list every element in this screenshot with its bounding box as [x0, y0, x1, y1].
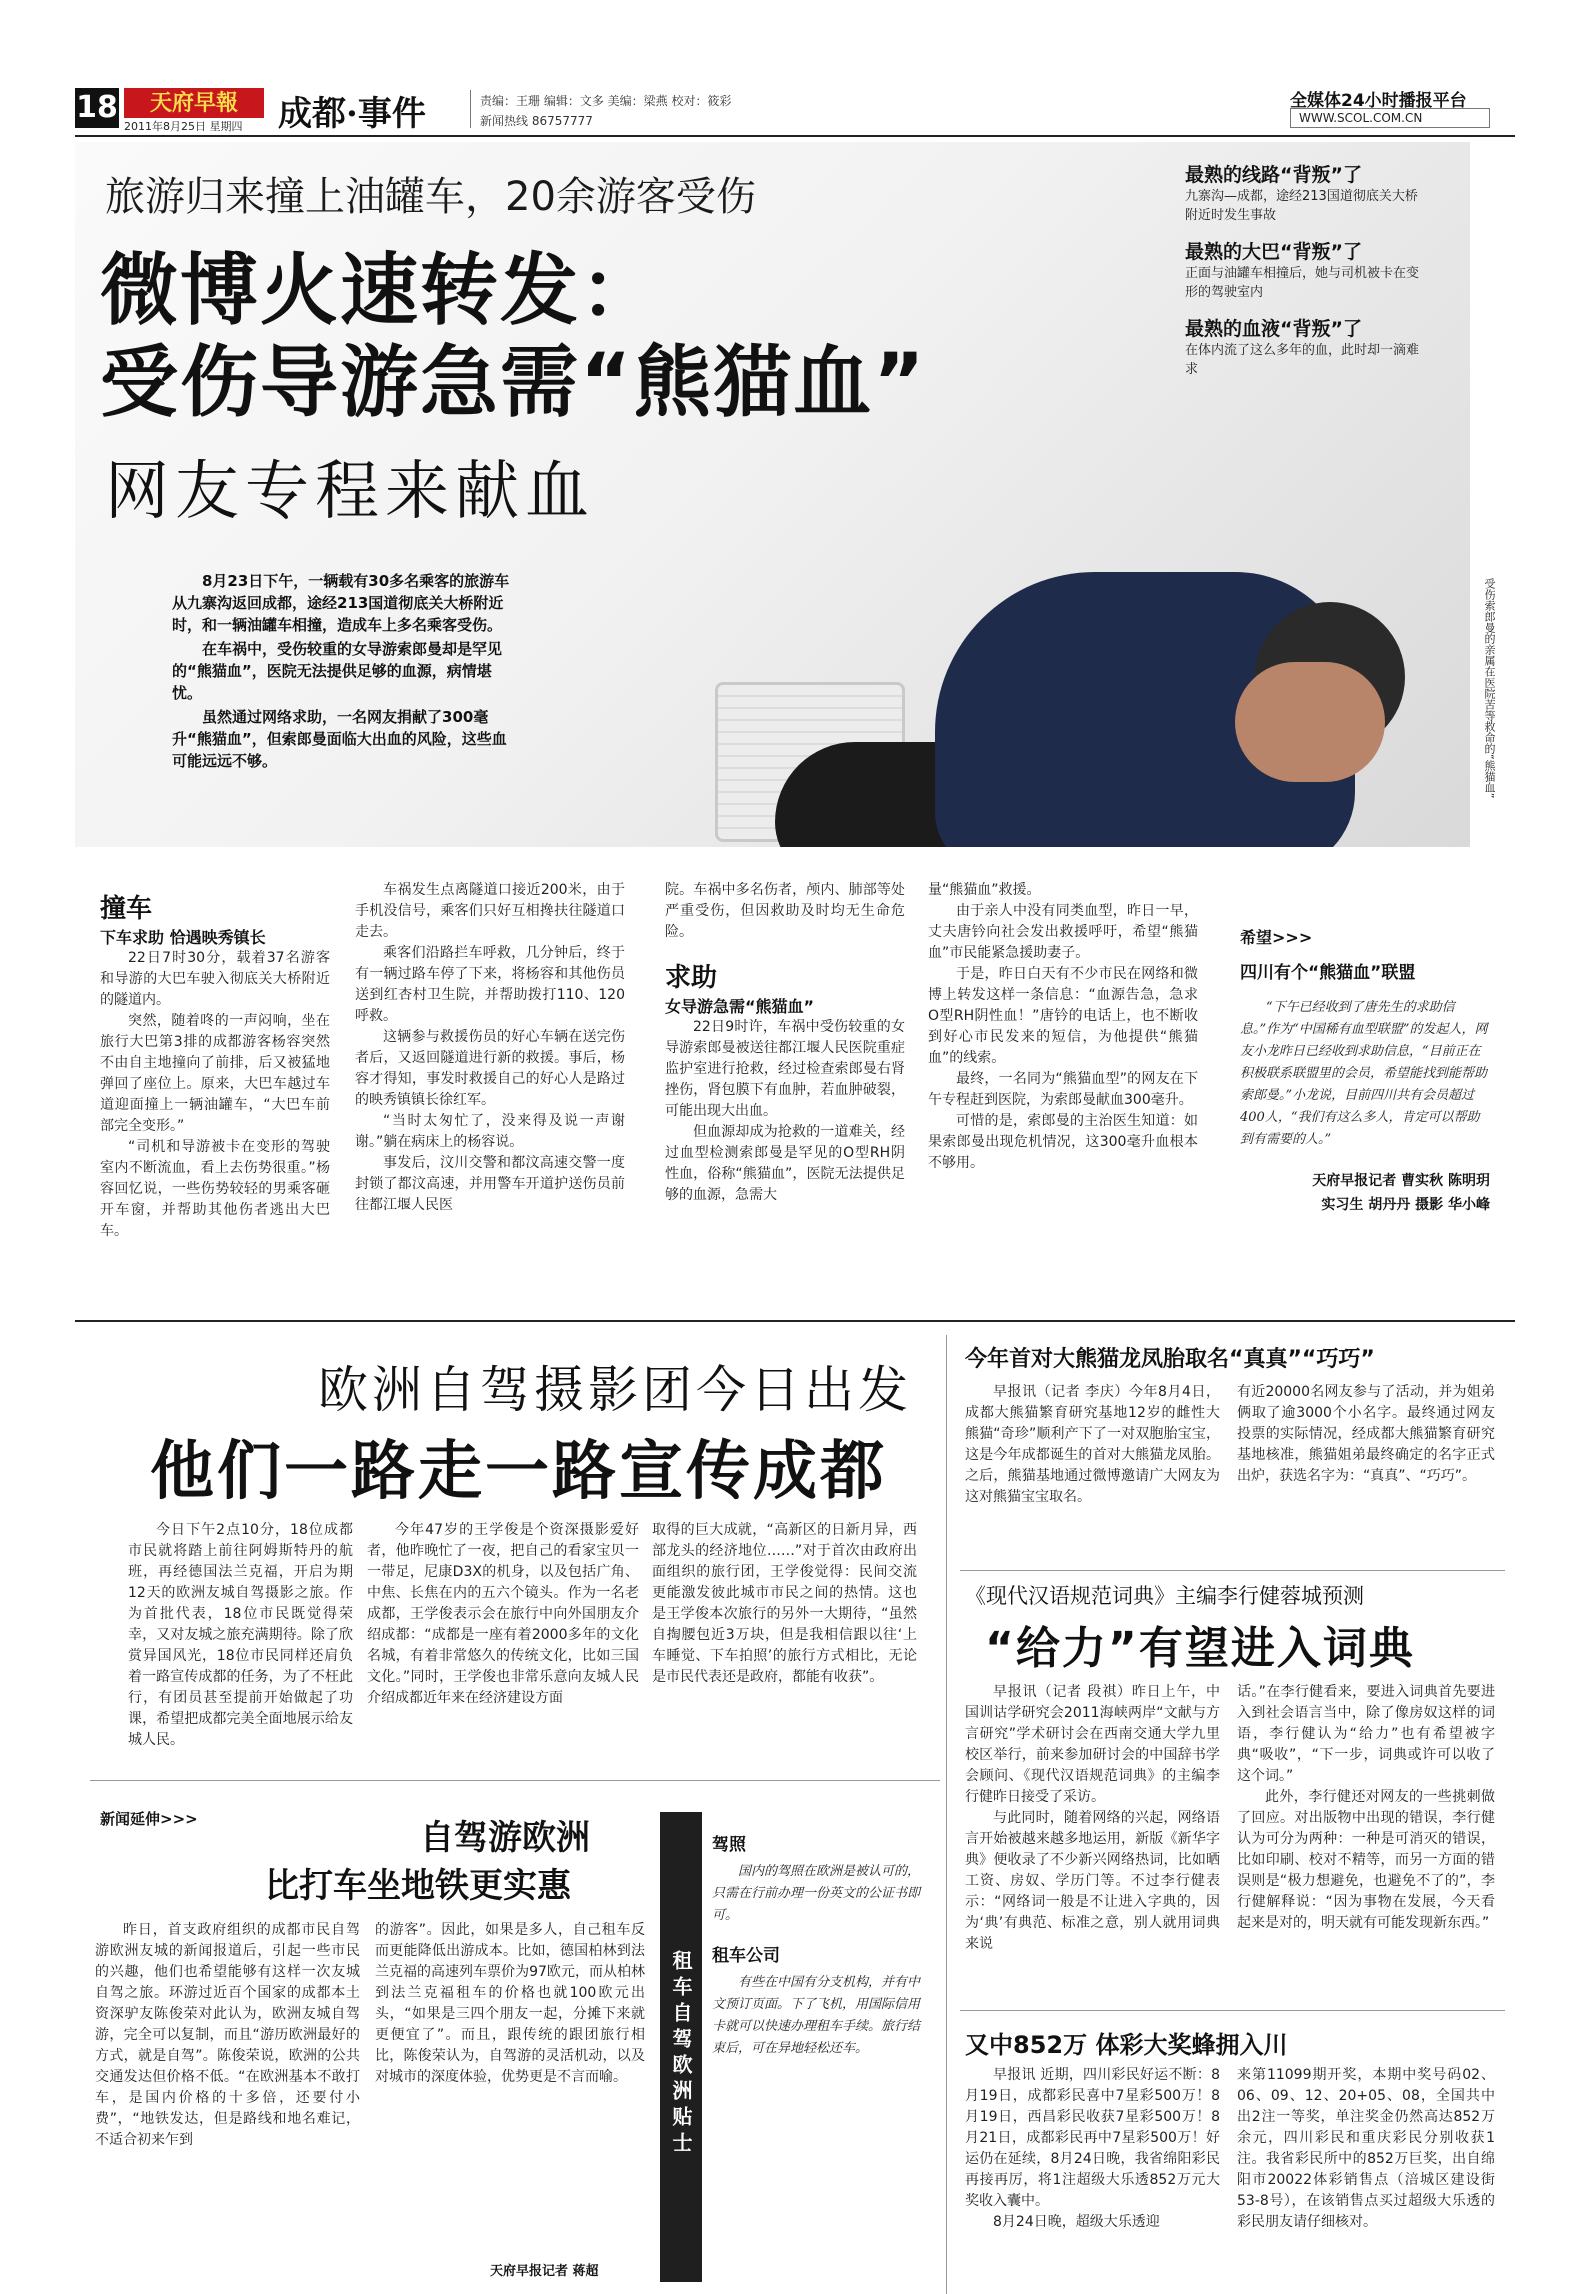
- tips-sidebar-title: 租车自驾欧洲贴士: [660, 1812, 702, 2282]
- lottery-column-1: [965, 2065, 1220, 2233]
- hero-subheadline: 网友专程来献血: [105, 455, 595, 529]
- hope-column: [1240, 925, 1490, 1217]
- paragraph: 由于亲人中没有同类血型，昨日一早，丈夫唐钤向社会发出救援呼吁，希望“熊猫血”市民能紧急援助妻子。: [928, 903, 1198, 961]
- story-rule: [90, 1780, 940, 1781]
- paragraph: 于是，昨日白天有不少市民在网络和微博上转发这样一条信息：“血源告急，急求O型RH阴性血！”唐钤的电话上，也不断收到好心市民发来的短信，为他提供“熊猫血”的线索。: [928, 966, 1198, 1066]
- paragraph: 今日下午2点10分，18位成都市民就将踏上前往阿姆斯特丹的航班，再经德国法兰克福，开启为期12天的欧洲友城自驾摄影之旅。作为首批代表，18位市民既觉得荣幸，又对友城之旅充满期待。除了欣赏异国风光，18位市民同样还肩负着一路宣传成都的任务，为了不枉此行，有团员甚至提前开始做起了功课，希望把成都完美全面地展示给友城人民。: [128, 1522, 353, 1748]
- hope-subhead: 四川有个“熊猫血”联盟: [1240, 963, 1416, 983]
- lede-paragraph: 8月23日下午，一辆载有30多名乘客的旅游车从九寨沟返回成都，途经213国道彻底关大桥附近时，和一辆油罐车相撞，造成车上多名乘客受伤。: [172, 572, 510, 634]
- story-rule: [960, 1570, 1505, 1571]
- paragraph: 与此同时，随着网络的兴起，网络语言开始被越来越多地运用，新版《新华字典》便收录了不少新兴网络热词，比如晒工资、房奴、学历门等。不过李行健表示：“网络词一般是不让进入字典的，因为‘典’有典范、标准之意，别人就用词典来说: [965, 1810, 1220, 1952]
- hero-kicker: 旅游归来撞上油罐车，20余游客受伤: [105, 174, 756, 220]
- header-rule: [75, 135, 1515, 137]
- paragraph: 今年47岁的王学俊是个资深摄影爱好者，他昨晚忙了一夜，把自己的看家宝贝一一带足，尼康D3X的机身，以及包括广角、中焦、长焦在内的五六个镜头。作为一名老成都，王学俊表示会在旅行中向外国朋友介绍成都：“成都是一座有着2000多年的文化名城，有着非常悠久的传统文化，比如三国文化。”同时，王学俊也非常乐意向友城人民介绍成都近年来在经济建设方面: [367, 1522, 639, 1706]
- paragraph: 来第11099期开奖，本期中奖号码02、06、09、12、20+05、08，全国共中出2注一等奖，单注奖金仍然高达852万余元，四川彩民和重庆彩民分别收获1注。我省彩民所中的852万巨奖，出自绵阳市20022体彩销售点（涪城区建设街53-8号），在该销售点买过超级大乐透的彩民朋友请仔细核对。: [1237, 2067, 1495, 2230]
- rescue-subhead: 女导游急需“熊猫血”: [665, 997, 815, 1016]
- paragraph: 22日7时30分，载着37名游客和导游的大巴车驶入彻底关大桥附近的隧道内。: [100, 950, 330, 1008]
- paragraph: 最终，一名同为“熊猫血型”的网友在下午专程赶到医院，为索郎曼献血300毫升。: [928, 1071, 1198, 1108]
- extension-column-1: [95, 1920, 360, 2151]
- side-note: [1185, 237, 1425, 302]
- paragraph: “下午已经收到了唐先生的求助信息。”作为“中国稀有血型联盟”的发起人，网友小龙昨日已经收到求助信息，“目前正在积极联系联盟里的会员，希望能找到能帮助索郎曼。”小龙说，目前四川共有会员超过400人，“我们有这么多人，肯定可以帮助到有需要的人。”: [1240, 1000, 1488, 1147]
- paragraph: 量“熊猫血”救援。: [928, 882, 1041, 898]
- header-divider: [470, 90, 471, 128]
- rescue-column: [665, 880, 905, 1206]
- hero-lede: [172, 570, 512, 774]
- panda-column-1: [965, 1382, 1220, 1508]
- tip-title: 租车公司: [712, 1946, 780, 1966]
- photo-person-arm: [1235, 662, 1385, 782]
- lottery-column-2: [1237, 2065, 1495, 2233]
- paragraph: 话。”在李行健看来，要进入词典首先要进入到社会语言当中，除了像房奴这样的词语，李行健认为“给力”也有希望被字典“吸收”，“下一步，词典或许可以收了这个词。”: [1237, 1684, 1495, 1784]
- column-divider: [946, 1335, 947, 2294]
- paragraph: 昨日，首支政府组织的成都市民自驾游欧洲友城的新闻报道后，引起一些市民的兴趣，他们也希望能够有这样一次友城自驾之旅。环游过近百个国家的成都本土资深驴友陈俊荣对此认为，欧洲友城自驾游，完全可以复制，而且“游历欧洲最好的方式，就是自驾”。陈俊荣说，欧洲的公共交通发达但价格不低。“在欧洲基本不敢打车，是国内价格的十多倍，还要付小费”，“地铁发达，但是路线和地名难记，不适合初来乍到: [95, 1922, 360, 2148]
- crash-section-label: 撞车: [100, 894, 153, 924]
- extension-headline-line1: 自驾游欧洲: [420, 1818, 590, 1858]
- paragraph: 突然，随着咚的一声闷响，坐在旅行大巴第3排的成都游客杨容突然不由自主地撞向了前排，后又被猛地弹回了座位上。原来，大巴车越过车道迎面撞上一辆油罐车，“大巴车前部完全变形。”: [100, 1013, 330, 1134]
- masthead-logo: 天府早報: [124, 88, 264, 118]
- side-note-title: 最熟的大巴“背叛”了: [1185, 241, 1362, 263]
- paragraph: 早报讯 近期，四川彩民好运不断：8月19日，成都彩民喜中7星彩500万！8月19日，西昌彩民收获7星彩500万！8月21日，成都彩民再中7星彩500万！好运仍在延续，8月24日晚，我省绵阳彩民再接再厉，将1注超级大乐透852万元大奖收入囊中。: [965, 2067, 1220, 2209]
- hope-label: 希望>>>: [1240, 928, 1313, 947]
- section-rule: [75, 1320, 1515, 1322]
- paragraph: 国内的驾照在欧洲是被认可的，只需在行前办理一份英文的公证书即可。: [712, 1864, 921, 1923]
- paragraph: 乘客们沿路拦车呼救，几分钟后，终于有一辆过路车停了下来，将杨容和其他伤员送到红杏村卫生院，并帮助拨打110、120呼救。: [355, 945, 625, 1024]
- paragraph: “司机和导游被卡在变形的驾驶室内不断流血，看上去伤势很重。”杨容回忆说，一些伤势较轻的男乘客砸开车窗，并帮助其他伤者逃出大巴车。: [100, 1139, 330, 1239]
- side-note: [1185, 314, 1425, 379]
- side-note: [1185, 160, 1425, 225]
- lede-paragraph: 虽然通过网络求助，一名网友捐献了300毫升“熊猫血”，但索郎曼面临大出血的风险，这些血可能远远不够。: [172, 708, 507, 770]
- paragraph: 取得的巨大成就，“高新区的日新月异，西部龙头的经济地位……”对于首次由政府出面组织的旅行团，王学俊觉得：民间交流更能激发彼此城市市民之间的热情。这也是王学俊本次旅行的另外一大期待，“虽然自掏腰包近3万块，但是我相信跟以往‘上车睡觉、下车拍照’的旅行方式相比，无论是市民代表还是政府，都能有收获”。: [652, 1522, 917, 1685]
- extension-label: 新闻延伸>>>: [100, 1810, 198, 1828]
- dictionary-column-2: [1237, 1682, 1495, 1934]
- europe-column-3: [652, 1520, 917, 1688]
- paragraph: 这辆参与救援伤员的好心车辆在送完伤者后，又返回隧道进行新的救援。事后，杨容才得知，事发时救援自己的好心人是路过的映秀镇镇长徐红军。: [355, 1029, 625, 1108]
- crash-body: [100, 948, 330, 1242]
- side-note-text: 正面与油罐车相撞后，她与司机被卡在变形的驾驶室内: [1185, 266, 1420, 300]
- platform-slogan: 全媒体24小时播报平台: [1290, 91, 1467, 111]
- crash-column-2: [355, 880, 625, 1216]
- paragraph: 可惜的是，索郎曼的主治医生知道：如果索郎曼出现危机情况，这300毫升血根本不够用。: [928, 1113, 1198, 1171]
- dictionary-kicker: 《现代汉语规范词典》主编李行健蓉城预测: [965, 1584, 1364, 1608]
- europe-headline: 他们一路走一路宣传成都: [150, 1435, 887, 1509]
- paragraph: 早报讯（记者 段祺）昨日上午，中国训诂学研究会2011海峡两岸“文献与方言研究”学术研讨会在西南交通大学九里校区举行，前来参加研讨会的中国辞书学会顾问、《现代汉语规范词典》的主编李行健昨日接受了采访。: [965, 1684, 1220, 1805]
- hero-side-notes: [1185, 160, 1425, 391]
- paragraph: 事发后，汶川交警和都汶高速交警一度封锁了都汶高速，并用警车开道护送伤员前往都江堰人民医: [355, 1155, 625, 1213]
- paragraph: 车祸发生点离隧道口接近200米，由于手机没信号，乘客们只好互相搀扶往隧道口走去。: [355, 882, 625, 940]
- rental-tips: [712, 1830, 922, 2074]
- extension-column-2: [375, 1920, 645, 2088]
- rescue-section-label: 求助: [665, 963, 718, 993]
- byline-line: 天府早报记者 曹实秋 陈明玥: [1312, 1173, 1490, 1189]
- side-note-text: 九寨沟—成都，途经213国道彻底关大桥附近时发生事故: [1185, 189, 1418, 223]
- crash-column-1: [100, 888, 330, 1242]
- hero-headline-line1: 微博火速转发：: [100, 246, 661, 336]
- rescue-body: [665, 1017, 905, 1206]
- page-number: 18: [75, 88, 119, 128]
- paragraph: 的游客”。因此，如果是多人，自己租车反而更能降低出游成本。比如，德国柏林到法兰克福的高速列车票价为97欧元，而从柏林到法兰克福租车的价格也就100欧元出头，“如果是三四个朋友一起，分摊下来就更便宜了”。而且，跟传统的跟团旅行相比，陈俊荣认为，自驾游的灵活机动，以及对城市的深度体验，优势更是不言而喻。: [375, 1922, 645, 2085]
- hero-headline-line2: 受伤导游急需“熊猫血”: [100, 338, 927, 428]
- photo-caption: 受伤索郎曼的亲属在医院苦等救命的“熊猫血”: [1483, 578, 1496, 799]
- europe-column-1: [128, 1520, 353, 1751]
- section-title: 成都·事件: [278, 94, 426, 134]
- news-hotline: 新闻热线 86757777: [480, 114, 593, 128]
- dictionary-column-1: [965, 1682, 1220, 1955]
- paragraph: 但血源却成为抢救的一道难关，经过血型检测索郎曼是罕见的O型RH阴性血，俗称“熊猫血”，医院无法提供足够的血源，急需大: [665, 1124, 905, 1203]
- side-note-text: 在体内流了这么多年的血，此时却一滴难求: [1185, 343, 1420, 377]
- paragraph: 有些在中国有分支机构，并有中文预订页面。下了飞机，用国际信用卡就可以快速办理租车手续。旅行结束后，可在异地轻松还车。: [712, 1975, 921, 2056]
- site-url[interactable]: WWW.SCOL.COM.CN: [1290, 108, 1490, 128]
- dictionary-headline: “给力”有望进入词典: [985, 1623, 1415, 1674]
- lottery-headline: 又中852万 体彩大奖蜂拥入川: [965, 2031, 1288, 2059]
- europe-column-2: [367, 1520, 639, 1709]
- tip-title: 驾照: [712, 1835, 746, 1855]
- paragraph: 院。车祸中多名伤者，颅内、肺部等处严重受伤，但因救助及时均无生命危险。: [665, 882, 905, 940]
- paragraph: 有近20000名网友参与了活动，并为姐弟俩取了逾3000个小名字。最终通过网友投票的实际情况，经成都大熊猫繁育研究基地核准，熊猫姐弟最终确定的名字正式出炉，获选名字为：“真真”、“巧巧”。: [1237, 1384, 1495, 1484]
- paragraph: 22日9时许，车祸中受伤较重的女导游索郎曼被送往都江堰人民医院重症监护室进行抢救，经过检查索郎曼右肾挫伤，肾包膜下有血肿，若血肿破裂，可能出现大出血。: [665, 1019, 905, 1119]
- rescue-column-2: [928, 880, 1198, 1174]
- rescue-intro: [665, 880, 905, 943]
- hope-body: [1240, 997, 1490, 1151]
- paragraph: 8月24日晚，超级大乐透迎: [993, 2214, 1160, 2230]
- lede-paragraph: 在车祸中，受伤较重的女导游索郎曼却是罕见的“熊猫血”，医院无法提供足够的血源，病情堪忧。: [172, 640, 503, 702]
- tip-text: [712, 1972, 922, 2060]
- paragraph: 早报讯（记者 李庆）今年8月4日，成都大熊猫繁育研究基地12岁的雌性大熊猫“奇珍”顺利产下了一对双胞胎宝宝，这是今年成都诞生的首对大熊猫龙凤胎。之后，熊猫基地通过微博邀请广大网友为这对熊猫宝宝取名。: [965, 1384, 1220, 1505]
- byline-line: 实习生 胡丹丹 摄影 华小峰: [1321, 1197, 1490, 1213]
- paragraph: 此外，李行健还对网友的一些挑刺做了回应。对出版物中出现的错误，李行健认为可分为两种：一种是可消灭的错误，比如印刷、校对不精等，而另一方面的错误则是“极力想避免，也避免不了的”，李行健解释说：“因为事物在发展，今天看起来是对的，明天就有可能发现新东西。”: [1237, 1789, 1495, 1931]
- extension-byline: 天府早报记者 蒋超: [490, 2264, 599, 2279]
- tip-text: [712, 1861, 922, 1927]
- crash-subhead: 下车求助 恰遇映秀镇长: [100, 928, 266, 947]
- issue-date: 2011年8月25日 星期四: [124, 120, 243, 133]
- side-note-title: 最熟的血液“背叛”了: [1185, 318, 1362, 340]
- panda-column-2: [1237, 1382, 1495, 1487]
- panda-headline: 今年首对大熊猫龙凤胎取名“真真”“巧巧”: [965, 1347, 1375, 1372]
- story-rule: [960, 2010, 1505, 2011]
- extension-headline-line2: 比打车坐地铁更实惠: [265, 1866, 571, 1906]
- side-note-title: 最熟的线路“背叛”了: [1185, 164, 1362, 186]
- paragraph: “当时太匆忙了，没来得及说一声谢谢。”躺在病床上的杨容说。: [355, 1113, 625, 1150]
- europe-kicker: 欧洲自驾摄影团今日出发: [318, 1361, 912, 1419]
- byline: [1240, 1169, 1490, 1217]
- editor-credits: 责编：王珊 编辑：文多 美编：梁燕 校对：筱彩: [480, 94, 732, 108]
